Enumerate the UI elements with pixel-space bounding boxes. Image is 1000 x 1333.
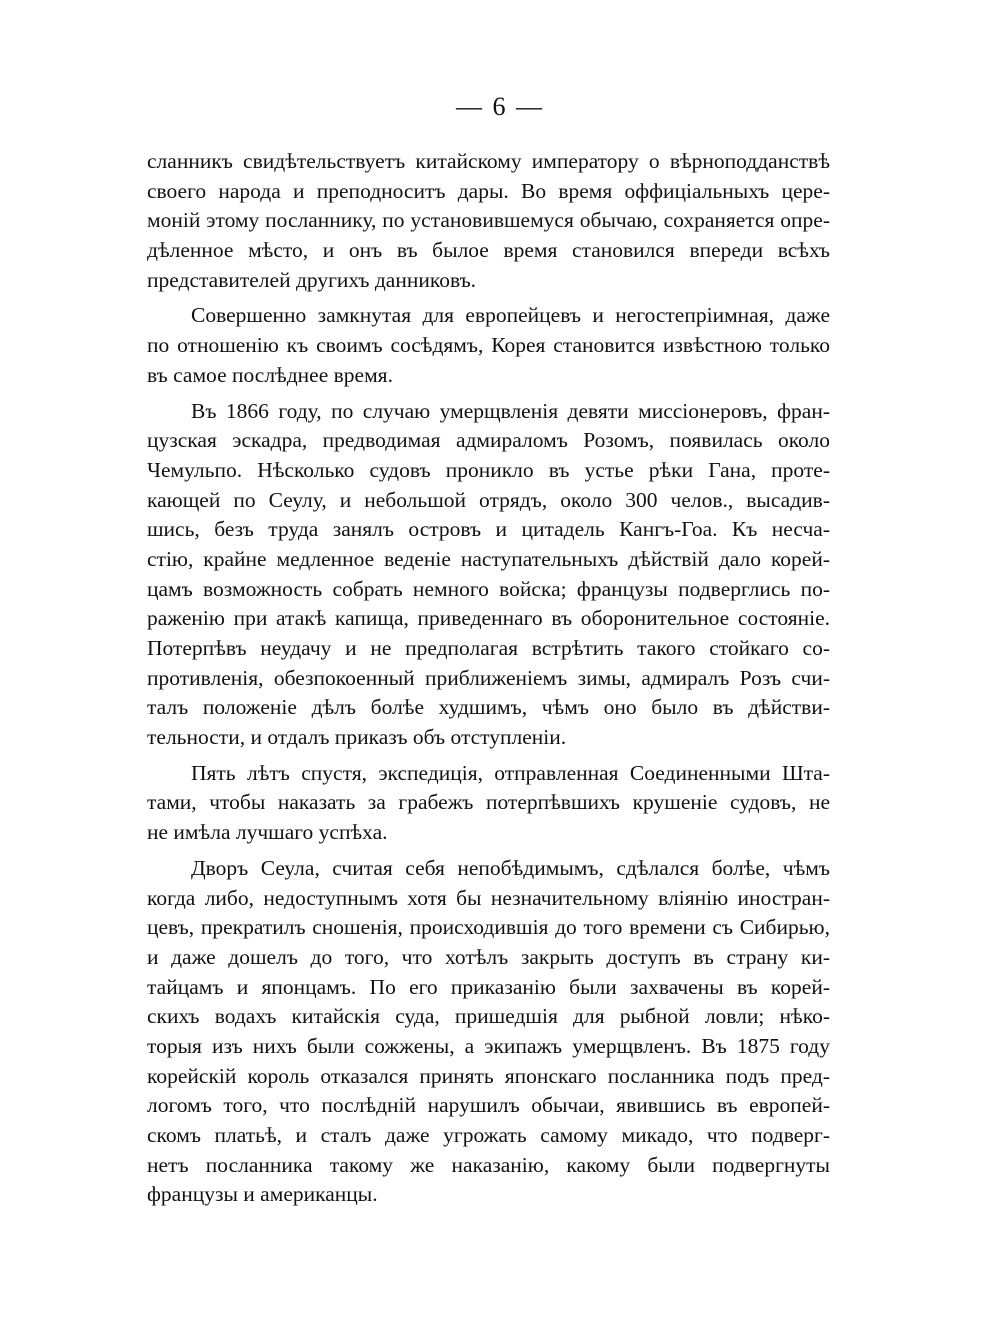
text-line: французы и американцы. [147, 1182, 378, 1207]
text-line: представителей другихъ данниковъ. [147, 267, 477, 292]
text-line: цевъ, прекратилъ сношенія, происходившія до того времени съ Сибирью, [147, 915, 830, 940]
page-number: — 6 — [456, 92, 544, 121]
text-line: Совершенно замкнутая для европейцевъ и негостепріимная, даже [191, 303, 830, 328]
text-line: когда либо, недоступнымъ хотя бы незначительному вліянію иностран- [147, 885, 830, 910]
text-line: торыя изъ нихъ были сожжены, а экипажъ умерщвленъ. Въ 1875 году [147, 1033, 830, 1058]
text-line: тельности, и отдалъ приказъ объ отступленіи. [147, 725, 567, 750]
text-line: скомъ платьѣ, и сталъ даже угрожать самому микадо, что подверг- [147, 1123, 830, 1147]
paragraph-3 [147, 397, 830, 753]
text-line: по отношенію къ своимъ сосѣдямъ, Корея становится извѣстною только [147, 333, 830, 358]
text-line: сланникъ свидѣтельствуетъ китайскому императору о вѣрноподданствѣ [147, 149, 830, 173]
text-line: моній этому посланнику, по установившемуся обычаю, сохраняется опре- [147, 208, 830, 233]
text-line: скихъ водахъ китайскія суда, пришедшія для рыбной ловли; нѣко- [147, 1004, 830, 1029]
text-line: цузская эскадра, предводимая адмираломъ Розомъ, появилась около [147, 428, 830, 453]
paragraph-1 [147, 147, 830, 295]
text-line: не имѣла лучшаго успѣха. [147, 820, 388, 845]
text-line: Дворъ Сеула, считая себя непобѣдимымъ, сдѣлался болѣе, чѣмъ [191, 855, 830, 880]
text-line: противленія, обезпокоенный приближеніемъ зимы, адмиралъ Розъ счи- [147, 665, 830, 690]
text-line: нетъ посланника такому же наказанію, какому были подвергнуты [147, 1152, 830, 1177]
paragraph-4 [147, 759, 830, 848]
text-line: шись, безъ труда занялъ островъ и цитадель Кангъ-Гоа. Къ несча- [147, 517, 830, 542]
text-line: Потерпѣвъ неудачу и не предполагая встрѣтить такого стойкаго со- [147, 636, 830, 660]
text-line: дѣленное мѣсто, и онъ въ былое время становился впереди всѣхъ [147, 238, 830, 263]
text-line: Пять лѣтъ спустя, экспедиція, отправленная Соединенными Шта- [191, 760, 830, 785]
paragraph-2 [147, 301, 830, 390]
text-line: своего народа и преподноситъ дары. Во время оффиціальныхъ цере- [147, 178, 830, 203]
text-line: стію, крайне медленное веденіе наступательныхъ дѣйствій дало корей- [147, 546, 830, 571]
text-line: и даже дошелъ до того, что хотѣлъ закрыть доступъ въ страну ки- [147, 944, 830, 969]
text-line: раженію при атакѣ капища, приведеннаго въ оборонительное состояніе. [147, 606, 830, 631]
text-line: талъ положеніе дѣлъ болѣе худшимъ, чѣмъ оно было въ дѣйстви- [147, 695, 830, 720]
text-line: тайцамъ и японцамъ. По его приказанію были захвачены въ корей- [147, 974, 830, 999]
body-text [147, 147, 830, 1216]
text-line: Въ 1866 году, по случаю умерщвленія девяти миссіонеровъ, фран- [191, 398, 830, 423]
text-line: кающей по Сеулу, и небольшой отрядъ, около 300 челов., высадив- [147, 487, 830, 512]
text-line: корейскій король отказался принять японскаго посланника подъ пред- [147, 1063, 830, 1088]
text-line: Чемульпо. Нѣсколько судовъ проникло въ устье рѣки Гана, проте- [147, 457, 830, 482]
paragraph-5 [147, 854, 830, 1210]
text-line: тами, чтобы наказать за грабежъ потерпѣвшихъ крушеніе судовъ, не [147, 790, 830, 815]
text-line: логомъ того, что послѣдній нарушилъ обычаи, явившись въ европей- [147, 1093, 830, 1118]
text-line: цамъ возможность собрать немного войска; французы подверглись по- [147, 576, 830, 601]
text-line: въ самое послѣднее время. [147, 362, 393, 387]
